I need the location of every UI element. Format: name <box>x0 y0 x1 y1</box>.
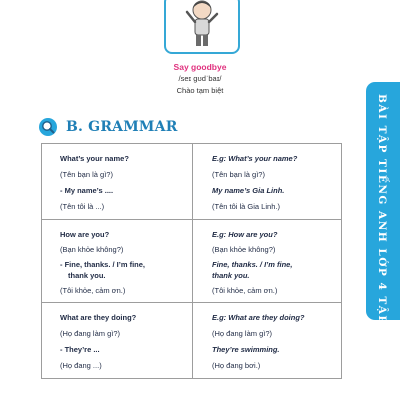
structure-translation: (Bạn khỏe không?) <box>60 245 124 254</box>
example-answer-cont: thank you. <box>212 271 250 280</box>
example-cell <box>192 303 341 378</box>
example-translation: (Họ đang bơi.) <box>212 361 261 370</box>
structure-answer: - Fine, thanks. / I’m fine, <box>60 260 146 269</box>
vocab-meaning: Chào tạm biệt <box>176 86 224 95</box>
grammar-table <box>41 143 342 379</box>
magnifier-book-icon <box>38 117 58 137</box>
structure-translation: (Họ đang làm gì?) <box>60 329 121 338</box>
example-cell <box>192 220 341 303</box>
example-question: E.g: How are you? <box>212 230 278 239</box>
example-answer: My name’s Gia Linh. <box>212 186 285 195</box>
example-translation: (Tôi khỏe, cảm ơn.) <box>212 286 278 295</box>
example-answer: They’re swimming. <box>212 345 280 354</box>
structure-question: How are you? <box>60 230 110 239</box>
structure-answer-cont: thank you. <box>68 271 106 280</box>
vocab-word: Say goodbye <box>173 62 227 72</box>
example-answer: Fine, thanks. / I’m fine, <box>212 260 293 269</box>
example-translation: (Bạn khỏe không?) <box>212 245 276 254</box>
table-row <box>42 144 341 219</box>
example-cell <box>192 144 341 219</box>
vocab-ipa: /seɪ ɡʊdˈbaɪ/ <box>178 74 222 83</box>
example-translation: (Tên tôi là Gia Linh.) <box>212 202 280 211</box>
boy-waving-illustration <box>184 0 220 48</box>
example-question: E.g: What are they doing? <box>212 313 305 322</box>
section-title: B. GRAMMAR <box>66 119 178 135</box>
structure-question: What’s your name? <box>60 154 129 163</box>
structure-translation: (Tôi khỏe, cảm ơn.) <box>60 286 126 295</box>
table-row <box>42 302 341 378</box>
structure-cell <box>42 303 193 378</box>
example-question: E.g: What’s your name? <box>212 154 298 163</box>
structure-translation: (Tên bạn là gì?) <box>60 170 113 179</box>
structure-answer: - They’re ... <box>60 345 100 354</box>
side-tab-text: BÀI TẬP TIẾNG ANH LỚP 4 TẬP 1 <box>376 94 388 339</box>
structure-question: What are they doing? <box>60 313 137 322</box>
example-translation: (Họ đang làm gì?) <box>212 329 273 338</box>
structure-cell <box>42 144 193 219</box>
book-side-tab <box>366 82 400 339</box>
structure-answer: - My name’s .... <box>60 186 114 195</box>
table-row <box>42 219 341 303</box>
structure-translation: (Tên tôi là ...) <box>60 202 105 211</box>
structure-cell <box>42 220 193 303</box>
structure-translation: (Họ đang ...) <box>60 361 102 370</box>
illustration-frame <box>164 0 240 54</box>
example-translation: (Tên bạn là gì?) <box>212 170 265 179</box>
